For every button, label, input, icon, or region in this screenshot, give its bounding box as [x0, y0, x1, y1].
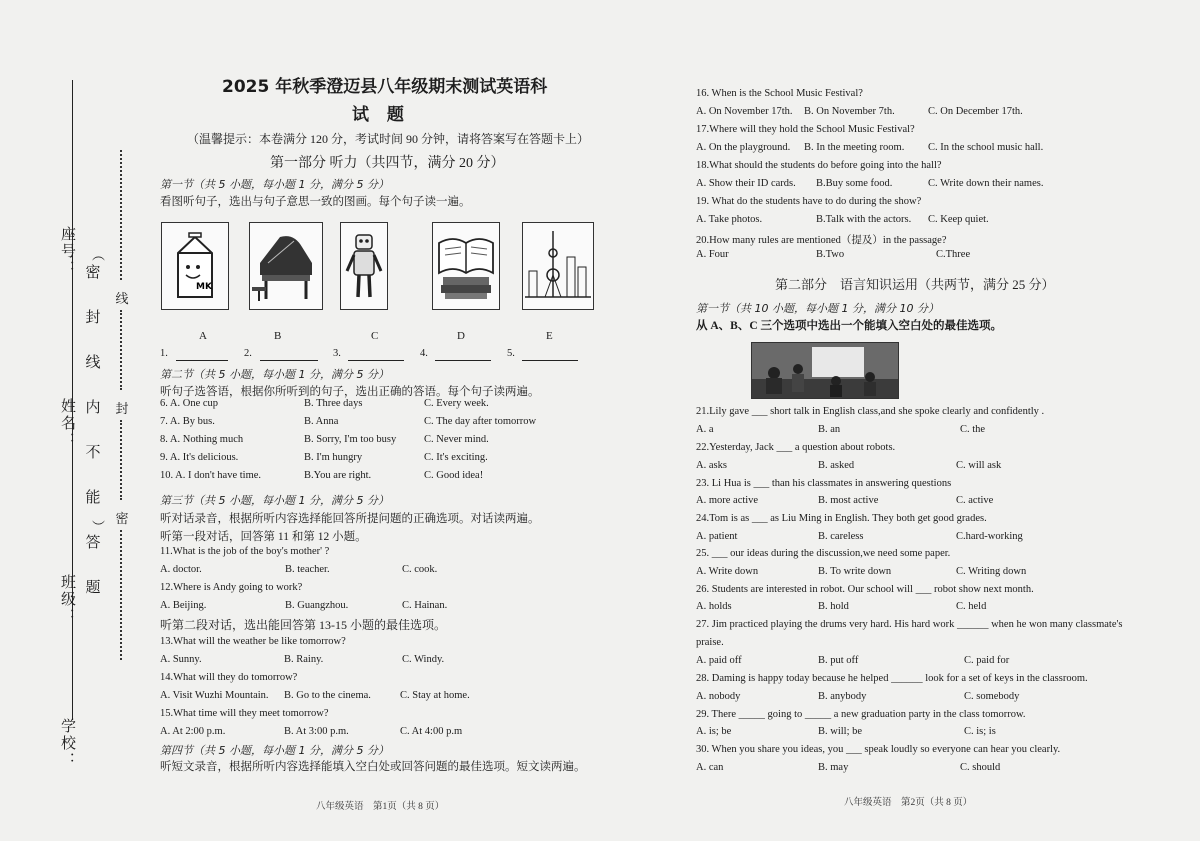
option-a[interactable]: A. asks: [696, 460, 727, 471]
school-label: 学校：: [59, 718, 75, 769]
warn-char: 不: [85, 445, 101, 461]
question-text: 22.Yesterday, Jack ___ a question about robots.: [696, 442, 896, 453]
blank-number: 5.: [507, 348, 515, 359]
option-c[interactable]: C. Writing down: [956, 566, 1027, 577]
seal-warning: [84, 262, 102, 622]
option-c[interactable]: C. cook.: [402, 564, 438, 575]
option-a[interactable]: A. At 2:00 p.m.: [160, 726, 226, 737]
option-b[interactable]: B. On November 7th.: [804, 106, 895, 117]
option-a[interactable]: A. paid off: [696, 655, 742, 666]
option-b[interactable]: B. most active: [818, 495, 879, 506]
option-b[interactable]: B. In the meeting room.: [804, 142, 905, 153]
warn-char: 线: [85, 355, 101, 371]
option-c[interactable]: C. Keep quiet.: [928, 214, 989, 225]
option-a[interactable]: A. On November 17th.: [696, 106, 793, 117]
dotted-line: [120, 150, 122, 280]
option-a[interactable]: A. Show their ID cards.: [696, 178, 796, 189]
blank-number: 3.: [333, 348, 341, 359]
dotted-line: [120, 420, 122, 500]
question-text: 11.What is the job of the boy's mother' ?: [160, 546, 330, 557]
class-label: 班级：: [59, 574, 75, 625]
answer-blank[interactable]: [348, 360, 404, 361]
option-a[interactable]: A. can: [696, 762, 724, 773]
blank-number: 2.: [244, 348, 252, 359]
option-c[interactable]: C. Hainan.: [402, 600, 448, 611]
part2-section1-heading: 第一节（共 10 小题，每小题 1 分，满分 10 分）: [696, 302, 939, 315]
question-text: 29. There _____ going to _____ a new graduation party in the class tomorrow.: [696, 709, 1026, 720]
mini-label-mid: 封: [115, 401, 129, 416]
option-b[interactable]: B. anybody: [818, 691, 867, 702]
option-a[interactable]: 10. A. I don't have time.: [160, 470, 262, 481]
section3-instruction: 听对话录音，根据所听内容选择能回答所提问题的正确选项。对话读两遍。: [160, 513, 540, 525]
option-a[interactable]: A. Sunny.: [160, 654, 202, 665]
option-a[interactable]: A. Visit Wuzhi Mountain.: [160, 690, 269, 701]
exam-note: （温馨提示：本卷满分 120 分，考试时间 90 分钟，请将答案写在答题卡上）: [187, 132, 590, 146]
option-a[interactable]: A. patient: [696, 531, 738, 542]
binding-margin: [0, 0, 150, 841]
warn-char: 能: [85, 490, 101, 506]
option-c[interactable]: C. In the school music hall.: [928, 142, 1044, 153]
city-skyline-icon: [522, 222, 594, 310]
option-b[interactable]: B. Three days: [304, 398, 363, 409]
milk-carton-icon: [161, 222, 229, 310]
option-b[interactable]: B.Talk with the actors.: [816, 214, 912, 225]
option-c[interactable]: C. held: [956, 601, 987, 612]
option-c[interactable]: C. will ask: [956, 460, 1002, 471]
option-b[interactable]: B. Rainy.: [284, 654, 324, 665]
option-c[interactable]: C. Write down their names.: [928, 178, 1044, 189]
question-text: 25. ___ our ideas during the discussion,we need some paper.: [696, 548, 951, 559]
name-label: 姓名：: [59, 398, 75, 449]
picture-label: E: [546, 330, 553, 342]
option-c[interactable]: C. active: [956, 495, 994, 506]
section1-instruction: 看图听句子，选出与句子意思一致的图画。每个句子读一遍。: [160, 196, 471, 208]
option-c[interactable]: C. paid for: [964, 655, 1010, 666]
warn-char: 密: [85, 265, 101, 281]
robot-icon: [340, 222, 388, 310]
option-c[interactable]: C. somebody: [964, 691, 1020, 702]
option-c[interactable]: C.hard-working: [956, 531, 1023, 542]
option-a[interactable]: A. is; be: [696, 726, 732, 737]
option-c[interactable]: C. At 4:00 p.m: [400, 726, 463, 737]
option-b[interactable]: B. may: [818, 762, 849, 773]
question-text: 21.Lily gave ___ short talk in English class,and she spoke clearly and confidently .: [696, 406, 1045, 417]
classroom-photo: [751, 342, 899, 399]
option-c[interactable]: C. Stay at home.: [400, 690, 470, 701]
dotted-line: [120, 530, 122, 660]
book-icon: [432, 222, 500, 310]
option-a[interactable]: A. On the playground.: [696, 142, 791, 153]
option-c[interactable]: C. Windy.: [402, 654, 445, 665]
warn-char: 封: [85, 310, 101, 326]
section4-instruction: 听短文录音，根据所听内容选择能填入空白处或回答问题的最佳选项。短文读两遍。: [160, 761, 586, 773]
warn-char: 答: [85, 535, 101, 551]
exam-title: 2025 年秋季澄迈县八年级期末测试英语科: [222, 77, 548, 97]
seat-label: 座号：: [59, 226, 75, 277]
section4-heading: 第四节（共 5 小题，每小题 1 分，满分 5 分）: [160, 744, 389, 757]
part2-section1-instruction: 从 A、B、C 三个选项中选出一个能填入空白处的最佳选项。: [696, 320, 1003, 332]
option-a[interactable]: 8. A. Nothing much: [160, 434, 244, 445]
question-text: 15.What time will they meet tomorrow?: [160, 708, 329, 719]
option-c[interactable]: C. Never mind.: [424, 434, 489, 445]
question-text: 20.How many rules are mentioned（提及）in the passage?: [696, 235, 947, 246]
option-c[interactable]: C. should: [960, 762, 1001, 773]
part2-heading: 第二部分 语言知识运用（共两节，满分 25 分）: [775, 277, 1055, 292]
option-c[interactable]: C. Good idea!: [424, 470, 484, 481]
picture-label: B: [274, 330, 282, 342]
question-text: 23. Li Hua is ___ than his classmates in answering questions: [696, 478, 952, 489]
question-text: 14.What will they do tomorrow?: [160, 672, 298, 683]
exam-subtitle: 试 题: [352, 105, 410, 125]
mini-label-bottom: 密: [115, 511, 129, 526]
option-c[interactable]: C. The day after tomorrow: [424, 416, 537, 427]
answer-blanks: [160, 348, 580, 364]
option-a[interactable]: A. Beijing.: [160, 600, 207, 611]
question-text: 18.What should the students do before going into the hall?: [696, 160, 942, 171]
svg-text:MK: MK: [196, 282, 212, 292]
page-footer: 八年级英语 第1页（共 8 页）: [316, 802, 445, 812]
option-a[interactable]: 9. A. It's delicious.: [160, 452, 239, 463]
question-text: 24.Tom is as ___ as Liu Ming in English. They both get good grades.: [696, 513, 987, 524]
option-c[interactable]: C. On December 17th.: [928, 106, 1023, 117]
option-a[interactable]: A. a: [696, 424, 714, 435]
option-a[interactable]: 6. A. One cup: [160, 398, 219, 409]
question-text: 30. When you share you ideas, you ___ speak loudly so everyone can hear you clearly.: [696, 744, 1061, 755]
option-b[interactable]: B. To write down: [818, 566, 892, 577]
blank-number: 4.: [420, 348, 428, 359]
piano-icon: [249, 222, 323, 310]
warn-char: 题: [85, 580, 101, 596]
question-text: 27. Jim practiced playing the drums very hard. His hard work ______ when he won many classmate's: [696, 619, 1123, 630]
right-page: [620, 0, 1200, 841]
picture-label: A: [199, 330, 207, 342]
section1-heading: 第一节（共 5 小题，每小题 1 分，满分 5 分）: [160, 178, 389, 191]
option-b[interactable]: B. teacher.: [285, 564, 330, 575]
section2-instruction: 听句子选答语，根据你所听到的句子，选出正确的答语。每个句子读两遍。: [160, 386, 540, 398]
option-a[interactable]: A. Write down: [696, 566, 759, 577]
option-b[interactable]: B. an: [818, 424, 841, 435]
option-a[interactable]: A. doctor.: [160, 564, 202, 575]
paren-open: （: [90, 248, 105, 263]
option-a[interactable]: A. holds: [696, 601, 732, 612]
answer-blank[interactable]: [435, 360, 491, 361]
option-b[interactable]: B.You are right.: [304, 470, 372, 481]
section3-heading: 第三节（共 5 小题，每小题 1 分，满分 5 分）: [160, 494, 389, 507]
option-c[interactable]: C. the: [960, 424, 986, 435]
question-text: 16. When is the School Music Festival?: [696, 88, 863, 99]
option-b[interactable]: B.Buy some food.: [816, 178, 893, 189]
question-text: 26. Students are interested in robot. Our school will ___ robot show next month.: [696, 584, 1034, 595]
page-footer: 八年级英语 第2页（共 8 页）: [844, 798, 973, 808]
answer-blank[interactable]: [176, 360, 228, 361]
section2-heading: 第二节（共 5 小题，每小题 1 分，满分 5 分）: [160, 368, 389, 381]
question-text: 19. What do the students have to do during the show?: [696, 196, 922, 207]
question-text: 28. Daming is happy today because he helped ______ look for a set of keys in the classroom.: [696, 673, 1088, 684]
option-a[interactable]: 7. A. By bus.: [160, 416, 215, 427]
picture-label: C: [371, 330, 379, 342]
option-b[interactable]: B.Two: [816, 249, 845, 260]
option-c[interactable]: C.Three: [936, 249, 971, 260]
option-c[interactable]: C. Every week.: [424, 398, 489, 409]
option-b[interactable]: B. Sorry, I'm too busy: [304, 434, 397, 445]
question-text: 17.Where will they hold the School Music Festival?: [696, 124, 915, 135]
option-b[interactable]: B. put off: [818, 655, 859, 666]
option-b[interactable]: B. asked: [818, 460, 855, 471]
section3-dialog1: 听第一段对话，回答第 11 和第 12 小题。: [160, 531, 367, 543]
dotted-line: [120, 310, 122, 390]
option-c[interactable]: C. It's exciting.: [424, 452, 488, 463]
paren-close: ）: [90, 520, 105, 535]
option-b[interactable]: B. will; be: [818, 726, 863, 737]
section3-dialog2: 听第二段对话，选出能回答第 13-15 小题的最佳选项。: [160, 618, 446, 632]
option-b[interactable]: B. I'm hungry: [304, 452, 363, 463]
question-text: 12.Where is Andy going to work?: [160, 582, 303, 593]
answer-blank[interactable]: [260, 360, 318, 361]
picture-label: D: [457, 330, 465, 342]
option-b[interactable]: B. careless: [818, 531, 864, 542]
part1-heading: 第一部分 听力（共四节，满分 20 分）: [270, 156, 505, 171]
option-a[interactable]: A. more active: [696, 495, 759, 506]
mini-label-top: 线: [115, 291, 129, 306]
answer-blank[interactable]: [522, 360, 578, 361]
question-text-cont: praise.: [696, 637, 724, 648]
option-b[interactable]: B. hold: [818, 601, 849, 612]
option-b[interactable]: B. At 3:00 p.m.: [284, 726, 349, 737]
option-a[interactable]: A. nobody: [696, 691, 741, 702]
option-b[interactable]: B. Anna: [304, 416, 339, 427]
option-b[interactable]: B. Go to the cinema.: [284, 690, 371, 701]
question-text: 13.What will the weather be like tomorrow?: [160, 636, 346, 647]
option-a[interactable]: A. Take photos.: [696, 214, 763, 225]
option-b[interactable]: B. Guangzhou.: [285, 600, 349, 611]
option-c[interactable]: C. is; is: [964, 726, 996, 737]
warn-char: 内: [85, 400, 101, 416]
blank-number: 1.: [160, 348, 168, 359]
option-a[interactable]: A. Four: [696, 249, 729, 260]
